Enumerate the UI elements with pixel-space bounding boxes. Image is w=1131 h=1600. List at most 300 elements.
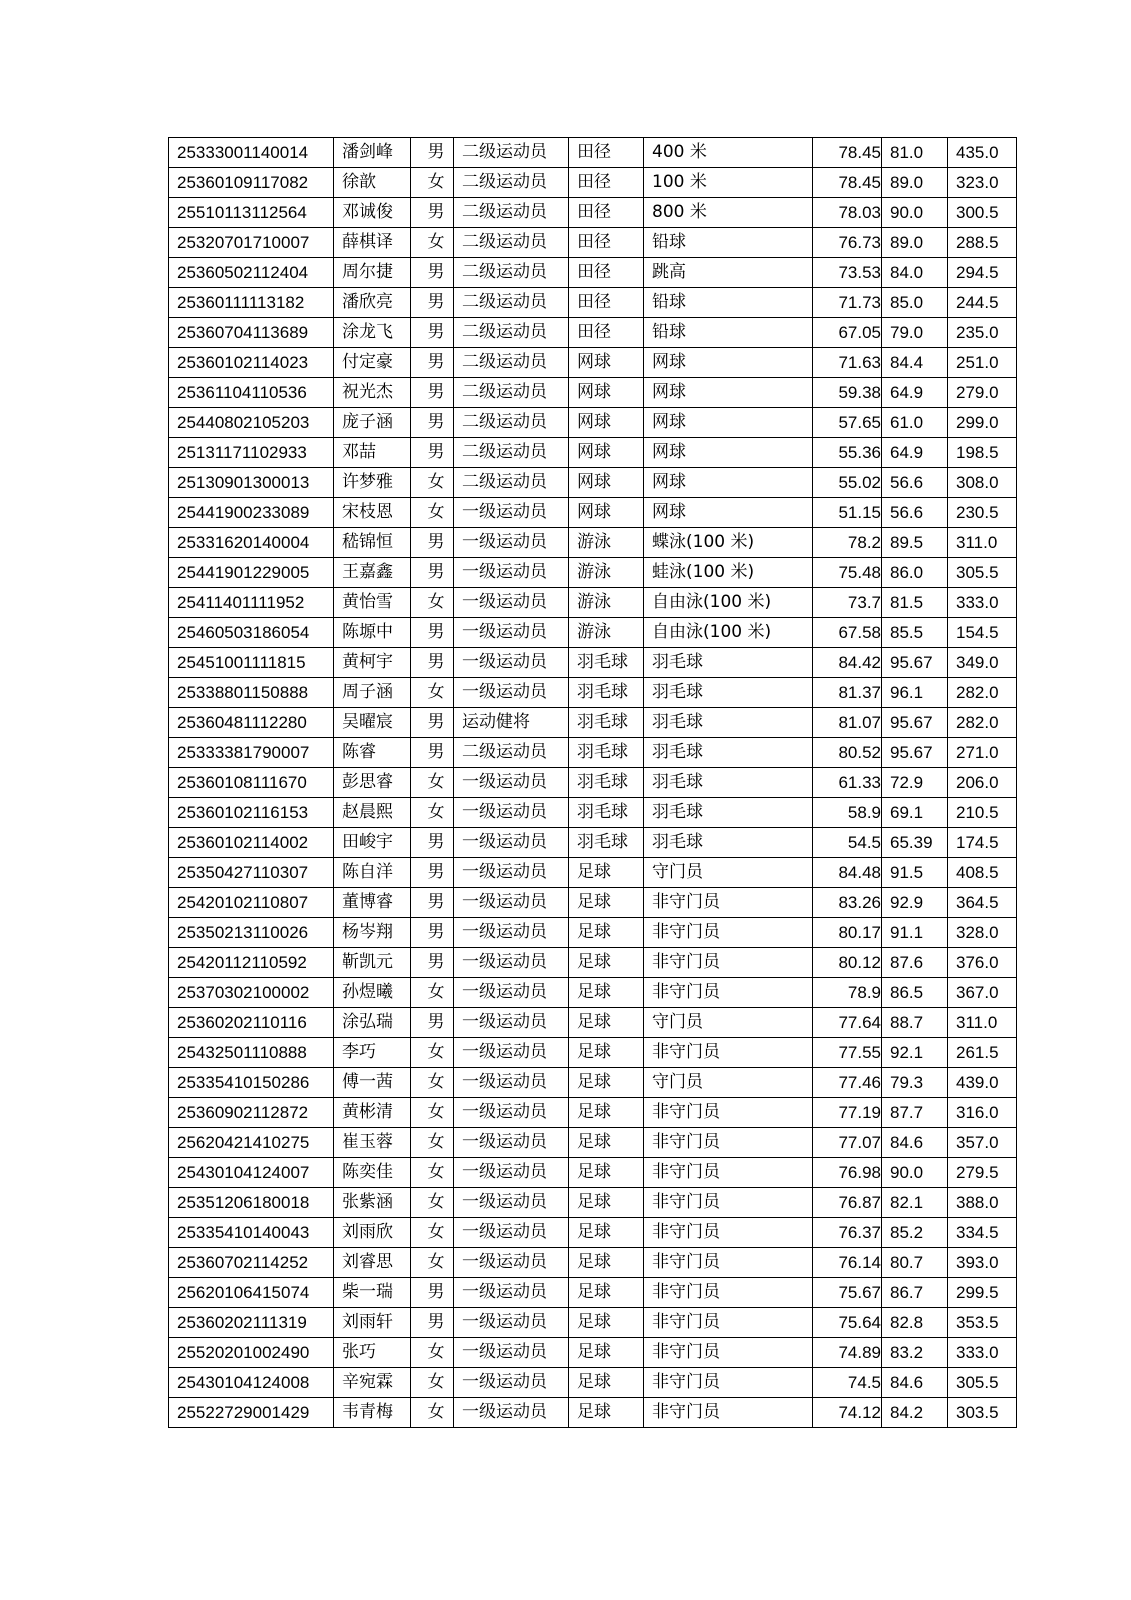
exam-number-cell: 25331620140004 <box>169 528 334 558</box>
gender-cell: 女 <box>411 768 454 798</box>
gender-cell: 女 <box>411 498 454 528</box>
score-1-cell: 81.37 <box>813 678 882 708</box>
exam-number-cell: 25620106415074 <box>169 1278 334 1308</box>
name-cell: 周尔捷 <box>334 258 411 288</box>
score-1-cell: 76.37 <box>813 1218 882 1248</box>
sport-cell: 游泳 <box>569 618 644 648</box>
score-3-cell: 367.0 <box>948 978 1017 1008</box>
score-3-cell: 198.5 <box>948 438 1017 468</box>
table-row <box>169 588 1017 618</box>
athlete-level-cell: 二级运动员 <box>454 258 569 288</box>
score-3-cell: 305.5 <box>948 558 1017 588</box>
table-row <box>169 1068 1017 1098</box>
event-cell: 非守门员 <box>644 1218 813 1248</box>
name-cell: 刘雨欣 <box>334 1218 411 1248</box>
sport-cell: 足球 <box>569 948 644 978</box>
table-row <box>169 888 1017 918</box>
gender-cell: 男 <box>411 828 454 858</box>
athlete-level-cell: 一级运动员 <box>454 1308 569 1338</box>
score-1-cell: 71.63 <box>813 348 882 378</box>
score-2-cell: 79.3 <box>882 1068 948 1098</box>
score-3-cell: 261.5 <box>948 1038 1017 1068</box>
sport-cell: 游泳 <box>569 588 644 618</box>
score-1-cell: 81.07 <box>813 708 882 738</box>
table-row <box>169 1188 1017 1218</box>
score-2-cell: 56.6 <box>882 468 948 498</box>
score-1-cell: 55.02 <box>813 468 882 498</box>
event-cell: 非守门员 <box>644 948 813 978</box>
table-row <box>169 1248 1017 1278</box>
score-2-cell: 82.8 <box>882 1308 948 1338</box>
score-3-cell: 311.0 <box>948 528 1017 558</box>
gender-cell: 男 <box>411 138 454 168</box>
exam-number-cell: 25370302100002 <box>169 978 334 1008</box>
table-row <box>169 798 1017 828</box>
athlete-level-cell: 一级运动员 <box>454 918 569 948</box>
score-3-cell: 364.5 <box>948 888 1017 918</box>
table-row <box>169 828 1017 858</box>
event-cell: 非守门员 <box>644 918 813 948</box>
athlete-level-cell: 一级运动员 <box>454 1158 569 1188</box>
name-cell: 刘雨轩 <box>334 1308 411 1338</box>
score-3-cell: 282.0 <box>948 678 1017 708</box>
gender-cell: 女 <box>411 468 454 498</box>
score-3-cell: 357.0 <box>948 1128 1017 1158</box>
gender-cell: 女 <box>411 588 454 618</box>
exam-number-cell: 25522729001429 <box>169 1398 334 1428</box>
event-cell: 非守门员 <box>644 1278 813 1308</box>
exam-number-cell: 25420112110592 <box>169 948 334 978</box>
gender-cell: 男 <box>411 258 454 288</box>
name-cell: 许梦雅 <box>334 468 411 498</box>
exam-number-cell: 25520201002490 <box>169 1338 334 1368</box>
table-row <box>169 258 1017 288</box>
sport-cell: 游泳 <box>569 528 644 558</box>
athlete-level-cell: 一级运动员 <box>454 618 569 648</box>
score-1-cell: 58.9 <box>813 798 882 828</box>
score-2-cell: 95.67 <box>882 738 948 768</box>
table-row <box>169 1338 1017 1368</box>
score-2-cell: 64.9 <box>882 438 948 468</box>
table-row <box>169 198 1017 228</box>
exam-number-cell: 25451001111815 <box>169 648 334 678</box>
exam-number-cell: 25420102110807 <box>169 888 334 918</box>
score-3-cell: 311.0 <box>948 1008 1017 1038</box>
event-cell: 铅球 <box>644 228 813 258</box>
name-cell: 李巧 <box>334 1038 411 1068</box>
score-2-cell: 80.7 <box>882 1248 948 1278</box>
exam-number-cell: 25320701710007 <box>169 228 334 258</box>
score-2-cell: 92.1 <box>882 1038 948 1068</box>
table-row <box>169 1308 1017 1338</box>
event-cell: 羽毛球 <box>644 708 813 738</box>
event-cell: 守门员 <box>644 858 813 888</box>
name-cell: 薛棋译 <box>334 228 411 258</box>
event-cell: 守门员 <box>644 1008 813 1038</box>
sport-cell: 足球 <box>569 1308 644 1338</box>
score-2-cell: 95.67 <box>882 648 948 678</box>
name-cell: 嵇锦恒 <box>334 528 411 558</box>
score-1-cell: 76.73 <box>813 228 882 258</box>
table-row <box>169 318 1017 348</box>
score-3-cell: 376.0 <box>948 948 1017 978</box>
event-cell: 非守门员 <box>644 888 813 918</box>
score-1-cell: 77.55 <box>813 1038 882 1068</box>
score-2-cell: 84.2 <box>882 1398 948 1428</box>
exam-number-cell: 25441901229005 <box>169 558 334 588</box>
exam-number-cell: 25333381790007 <box>169 738 334 768</box>
score-2-cell: 89.0 <box>882 168 948 198</box>
sport-cell: 羽毛球 <box>569 828 644 858</box>
table-row <box>169 1218 1017 1248</box>
table-row <box>169 138 1017 168</box>
sport-cell: 田径 <box>569 138 644 168</box>
name-cell: 陈奕佳 <box>334 1158 411 1188</box>
table-row <box>169 618 1017 648</box>
name-cell: 赵晨熙 <box>334 798 411 828</box>
athlete-level-cell: 一级运动员 <box>454 1068 569 1098</box>
score-1-cell: 76.87 <box>813 1188 882 1218</box>
sport-cell: 足球 <box>569 1338 644 1368</box>
score-1-cell: 78.03 <box>813 198 882 228</box>
score-1-cell: 74.12 <box>813 1398 882 1428</box>
event-cell: 羽毛球 <box>644 678 813 708</box>
score-3-cell: 435.0 <box>948 138 1017 168</box>
score-1-cell: 77.07 <box>813 1128 882 1158</box>
exam-number-cell: 25360111113182 <box>169 288 334 318</box>
score-2-cell: 84.4 <box>882 348 948 378</box>
name-cell: 陈自洋 <box>334 858 411 888</box>
exam-number-cell: 25430104124007 <box>169 1158 334 1188</box>
sport-cell: 足球 <box>569 1128 644 1158</box>
table-row <box>169 858 1017 888</box>
exam-number-cell: 25338801150888 <box>169 678 334 708</box>
score-3-cell: 279.0 <box>948 378 1017 408</box>
sport-cell: 足球 <box>569 1218 644 1248</box>
sport-cell: 足球 <box>569 1278 644 1308</box>
athlete-level-cell: 一级运动员 <box>454 948 569 978</box>
athlete-level-cell: 一级运动员 <box>454 588 569 618</box>
sport-cell: 羽毛球 <box>569 768 644 798</box>
gender-cell: 男 <box>411 708 454 738</box>
athlete-level-cell: 二级运动员 <box>454 408 569 438</box>
gender-cell: 男 <box>411 318 454 348</box>
score-3-cell: 154.5 <box>948 618 1017 648</box>
table-row <box>169 708 1017 738</box>
gender-cell: 男 <box>411 288 454 318</box>
sport-cell: 网球 <box>569 468 644 498</box>
score-2-cell: 79.0 <box>882 318 948 348</box>
sport-cell: 网球 <box>569 408 644 438</box>
score-3-cell: 308.0 <box>948 468 1017 498</box>
gender-cell: 女 <box>411 1398 454 1428</box>
score-1-cell: 78.45 <box>813 168 882 198</box>
score-1-cell: 67.05 <box>813 318 882 348</box>
score-1-cell: 59.38 <box>813 378 882 408</box>
exam-number-cell: 25360102116153 <box>169 798 334 828</box>
athlete-level-cell: 二级运动员 <box>454 738 569 768</box>
athlete-level-cell: 一级运动员 <box>454 1338 569 1368</box>
exam-number-cell: 25361104110536 <box>169 378 334 408</box>
athlete-level-cell: 一级运动员 <box>454 1098 569 1128</box>
score-1-cell: 51.15 <box>813 498 882 528</box>
score-2-cell: 84.6 <box>882 1128 948 1158</box>
event-cell: 非守门员 <box>644 1098 813 1128</box>
gender-cell: 男 <box>411 1308 454 1338</box>
sport-cell: 田径 <box>569 168 644 198</box>
gender-cell: 女 <box>411 228 454 258</box>
score-3-cell: 299.5 <box>948 1278 1017 1308</box>
name-cell: 涂龙飞 <box>334 318 411 348</box>
score-1-cell: 77.64 <box>813 1008 882 1038</box>
table-row <box>169 1398 1017 1428</box>
event-cell: 非守门员 <box>644 1248 813 1278</box>
sport-cell: 足球 <box>569 1368 644 1398</box>
score-1-cell: 77.46 <box>813 1068 882 1098</box>
name-cell: 邓诚俊 <box>334 198 411 228</box>
score-2-cell: 91.5 <box>882 858 948 888</box>
score-1-cell: 61.33 <box>813 768 882 798</box>
score-2-cell: 88.7 <box>882 1008 948 1038</box>
athlete-level-cell: 一级运动员 <box>454 768 569 798</box>
score-2-cell: 89.5 <box>882 528 948 558</box>
athlete-level-cell: 一级运动员 <box>454 558 569 588</box>
name-cell: 辛宛霖 <box>334 1368 411 1398</box>
athlete-level-cell: 一级运动员 <box>454 888 569 918</box>
name-cell: 张紫涵 <box>334 1188 411 1218</box>
athlete-level-cell: 二级运动员 <box>454 378 569 408</box>
sport-cell: 网球 <box>569 348 644 378</box>
exam-number-cell: 25335410140043 <box>169 1218 334 1248</box>
event-cell: 非守门员 <box>644 978 813 1008</box>
score-3-cell: 349.0 <box>948 648 1017 678</box>
athlete-level-cell: 一级运动员 <box>454 1008 569 1038</box>
gender-cell: 男 <box>411 408 454 438</box>
athlete-level-cell: 一级运动员 <box>454 648 569 678</box>
athlete-score-table <box>168 137 1017 1428</box>
score-2-cell: 65.39 <box>882 828 948 858</box>
name-cell: 庞子涵 <box>334 408 411 438</box>
score-1-cell: 80.12 <box>813 948 882 978</box>
name-cell: 孙煜曦 <box>334 978 411 1008</box>
score-3-cell: 251.0 <box>948 348 1017 378</box>
table-row <box>169 168 1017 198</box>
event-cell: 自由泳(100 米) <box>644 618 813 648</box>
gender-cell: 女 <box>411 1098 454 1128</box>
table-row <box>169 438 1017 468</box>
score-3-cell: 279.5 <box>948 1158 1017 1188</box>
sport-cell: 田径 <box>569 318 644 348</box>
sport-cell: 羽毛球 <box>569 678 644 708</box>
score-2-cell: 84.0 <box>882 258 948 288</box>
score-1-cell: 57.65 <box>813 408 882 438</box>
athlete-level-cell: 一级运动员 <box>454 1278 569 1308</box>
score-1-cell: 55.36 <box>813 438 882 468</box>
exam-number-cell: 25620421410275 <box>169 1128 334 1158</box>
score-2-cell: 56.6 <box>882 498 948 528</box>
exam-number-cell: 25360902112872 <box>169 1098 334 1128</box>
name-cell: 田峻宇 <box>334 828 411 858</box>
score-1-cell: 73.53 <box>813 258 882 288</box>
gender-cell: 男 <box>411 618 454 648</box>
athlete-level-cell: 一级运动员 <box>454 678 569 708</box>
exam-number-cell: 25360502112404 <box>169 258 334 288</box>
score-1-cell: 76.98 <box>813 1158 882 1188</box>
exam-number-cell: 25360102114002 <box>169 828 334 858</box>
score-3-cell: 334.5 <box>948 1218 1017 1248</box>
name-cell: 杨岑翔 <box>334 918 411 948</box>
name-cell: 邓喆 <box>334 438 411 468</box>
score-1-cell: 84.48 <box>813 858 882 888</box>
score-2-cell: 86.0 <box>882 558 948 588</box>
gender-cell: 男 <box>411 438 454 468</box>
score-2-cell: 84.6 <box>882 1368 948 1398</box>
gender-cell: 男 <box>411 888 454 918</box>
athlete-level-cell: 一级运动员 <box>454 828 569 858</box>
athlete-level-cell: 二级运动员 <box>454 228 569 258</box>
sport-cell: 羽毛球 <box>569 798 644 828</box>
score-3-cell: 408.5 <box>948 858 1017 888</box>
exam-number-cell: 25335410150286 <box>169 1068 334 1098</box>
exam-number-cell: 25333001140014 <box>169 138 334 168</box>
exam-number-cell: 25360202110116 <box>169 1008 334 1038</box>
athlete-level-cell: 一级运动员 <box>454 798 569 828</box>
table-row <box>169 1038 1017 1068</box>
sport-cell: 网球 <box>569 438 644 468</box>
table-row <box>169 678 1017 708</box>
sport-cell: 田径 <box>569 198 644 228</box>
name-cell: 柴一瑞 <box>334 1278 411 1308</box>
exam-number-cell: 25360702114252 <box>169 1248 334 1278</box>
table-row <box>169 1098 1017 1128</box>
score-1-cell: 78.2 <box>813 528 882 558</box>
table-row <box>169 768 1017 798</box>
gender-cell: 男 <box>411 1278 454 1308</box>
name-cell: 靳凯元 <box>334 948 411 978</box>
score-3-cell: 282.0 <box>948 708 1017 738</box>
name-cell: 彭思睿 <box>334 768 411 798</box>
score-1-cell: 83.26 <box>813 888 882 918</box>
score-3-cell: 294.5 <box>948 258 1017 288</box>
score-2-cell: 91.1 <box>882 918 948 948</box>
gender-cell: 女 <box>411 678 454 708</box>
sport-cell: 足球 <box>569 1248 644 1278</box>
gender-cell: 男 <box>411 348 454 378</box>
score-2-cell: 83.2 <box>882 1338 948 1368</box>
sport-cell: 网球 <box>569 498 644 528</box>
sport-cell: 游泳 <box>569 558 644 588</box>
score-3-cell: 328.0 <box>948 918 1017 948</box>
score-1-cell: 73.7 <box>813 588 882 618</box>
score-2-cell: 81.5 <box>882 588 948 618</box>
sport-cell: 田径 <box>569 228 644 258</box>
name-cell: 潘剑峰 <box>334 138 411 168</box>
exam-number-cell: 25131171102933 <box>169 438 334 468</box>
event-cell: 羽毛球 <box>644 768 813 798</box>
name-cell: 涂弘瑞 <box>334 1008 411 1038</box>
table-row <box>169 1128 1017 1158</box>
score-1-cell: 75.64 <box>813 1308 882 1338</box>
sport-cell: 田径 <box>569 258 644 288</box>
exam-number-cell: 25351206180018 <box>169 1188 334 1218</box>
athlete-level-cell: 二级运动员 <box>454 318 569 348</box>
table-row <box>169 1008 1017 1038</box>
event-cell: 网球 <box>644 438 813 468</box>
score-3-cell: 244.5 <box>948 288 1017 318</box>
event-cell: 铅球 <box>644 288 813 318</box>
athlete-level-cell: 二级运动员 <box>454 438 569 468</box>
score-1-cell: 67.58 <box>813 618 882 648</box>
score-2-cell: 86.7 <box>882 1278 948 1308</box>
table-row <box>169 738 1017 768</box>
score-2-cell: 85.2 <box>882 1218 948 1248</box>
score-2-cell: 87.6 <box>882 948 948 978</box>
score-1-cell: 80.17 <box>813 918 882 948</box>
table-row <box>169 498 1017 528</box>
gender-cell: 女 <box>411 1218 454 1248</box>
gender-cell: 男 <box>411 738 454 768</box>
event-cell: 羽毛球 <box>644 798 813 828</box>
exam-number-cell: 25441900233089 <box>169 498 334 528</box>
name-cell: 黄彬清 <box>334 1098 411 1128</box>
name-cell: 张巧 <box>334 1338 411 1368</box>
sport-cell: 足球 <box>569 1188 644 1218</box>
athlete-level-cell: 一级运动员 <box>454 498 569 528</box>
score-1-cell: 77.19 <box>813 1098 882 1128</box>
event-cell: 非守门员 <box>644 1158 813 1188</box>
athlete-level-cell: 二级运动员 <box>454 138 569 168</box>
score-2-cell: 85.0 <box>882 288 948 318</box>
gender-cell: 女 <box>411 1188 454 1218</box>
athlete-level-cell: 一级运动员 <box>454 1128 569 1158</box>
event-cell: 网球 <box>644 468 813 498</box>
score-2-cell: 72.9 <box>882 768 948 798</box>
gender-cell: 男 <box>411 918 454 948</box>
score-3-cell: 235.0 <box>948 318 1017 348</box>
name-cell: 韦青梅 <box>334 1398 411 1428</box>
score-1-cell: 78.9 <box>813 978 882 1008</box>
gender-cell: 男 <box>411 948 454 978</box>
gender-cell: 男 <box>411 558 454 588</box>
event-cell: 铅球 <box>644 318 813 348</box>
event-cell: 跳高 <box>644 258 813 288</box>
score-3-cell: 439.0 <box>948 1068 1017 1098</box>
score-1-cell: 84.42 <box>813 648 882 678</box>
table-row <box>169 228 1017 258</box>
event-cell: 非守门员 <box>644 1038 813 1068</box>
score-3-cell: 300.5 <box>948 198 1017 228</box>
gender-cell: 男 <box>411 528 454 558</box>
sport-cell: 足球 <box>569 978 644 1008</box>
gender-cell: 女 <box>411 1158 454 1188</box>
event-cell: 800 米 <box>644 198 813 228</box>
table-row <box>169 648 1017 678</box>
exam-number-cell: 25430104124008 <box>169 1368 334 1398</box>
score-1-cell: 80.52 <box>813 738 882 768</box>
athlete-level-cell: 二级运动员 <box>454 198 569 228</box>
sport-cell: 田径 <box>569 288 644 318</box>
gender-cell: 女 <box>411 1248 454 1278</box>
sport-cell: 足球 <box>569 1068 644 1098</box>
name-cell: 崔玉蓉 <box>334 1128 411 1158</box>
score-3-cell: 230.5 <box>948 498 1017 528</box>
table-row <box>169 1278 1017 1308</box>
name-cell: 陈睿 <box>334 738 411 768</box>
score-3-cell: 353.5 <box>948 1308 1017 1338</box>
sport-cell: 羽毛球 <box>569 738 644 768</box>
exam-number-cell: 25360481112280 <box>169 708 334 738</box>
score-3-cell: 388.0 <box>948 1188 1017 1218</box>
